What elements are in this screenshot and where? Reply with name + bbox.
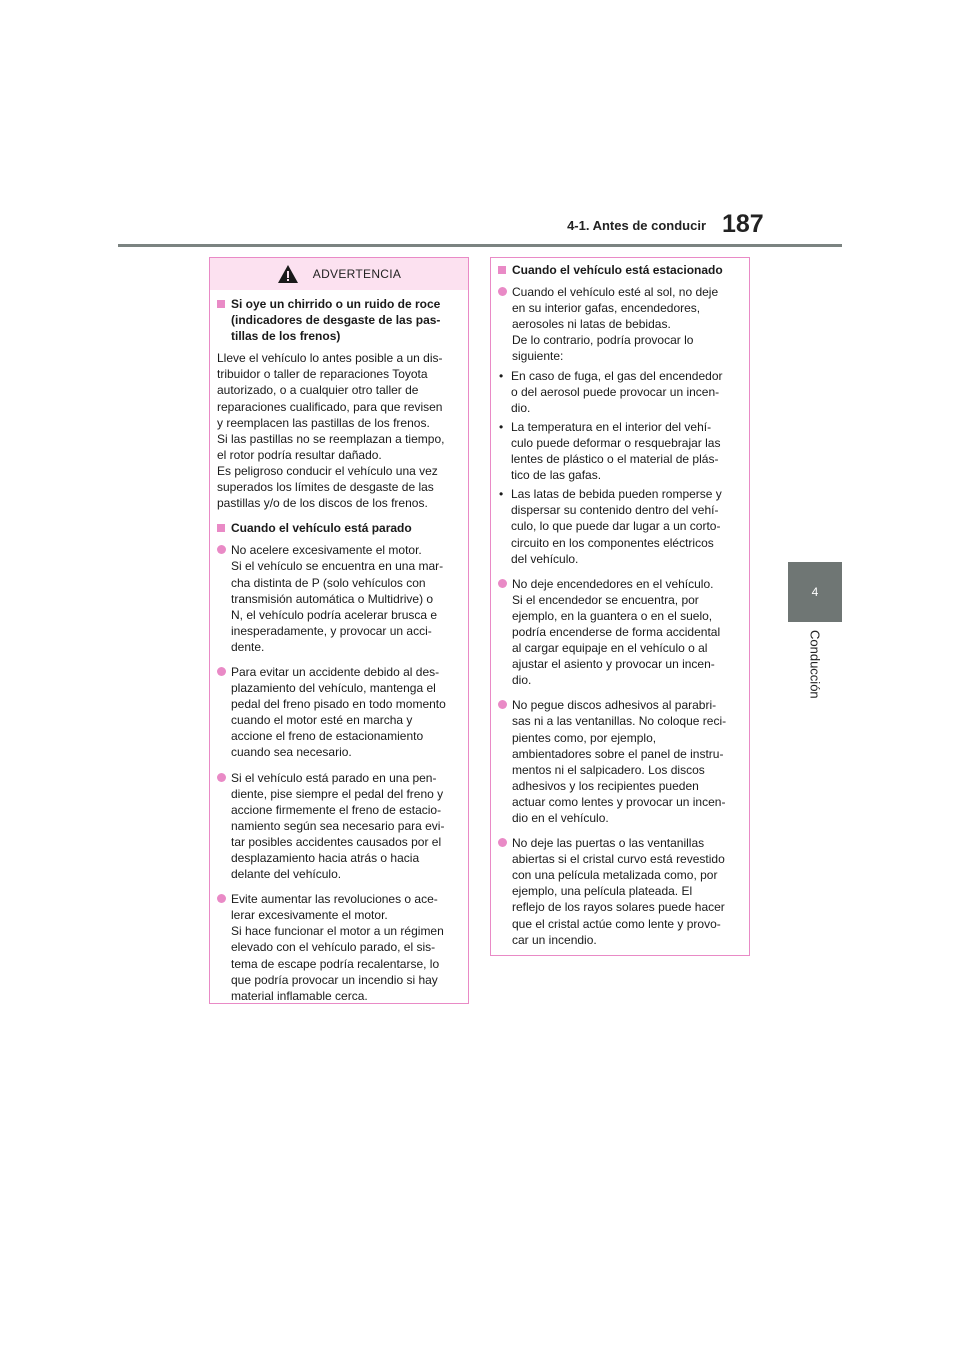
text-line: mentos ni el salpicadero. Los discos [512, 762, 705, 777]
bullet-item [217, 891, 460, 1004]
circle-bullet-icon [217, 894, 226, 903]
text-line: material inflamable cerca. [231, 988, 368, 1003]
text-line: lerar excesivamente el motor. [231, 908, 388, 923]
text-line: namiento según sea necesario para evi- [231, 818, 445, 833]
square-bullet-icon [217, 524, 225, 532]
text-line: que podría provocar un incendio si hay [231, 972, 438, 987]
text-line: transmisión automática o Multidrive) o [231, 591, 434, 606]
text-line: Lleve el vehículo lo antes posible a un dis- [217, 351, 443, 366]
text-line: pientes como, por ejemplo, [512, 730, 657, 745]
text-line: delante del vehículo. [231, 867, 342, 882]
text-line: N, el vehículo podría acelerar brusca e [231, 607, 438, 622]
text-line: Es peligroso conducir el vehículo una vez [217, 463, 438, 478]
text-line: Evite aumentar las revoluciones o ace- [231, 892, 438, 907]
text-line: abiertas si el cristal curvo está revestido [512, 852, 725, 867]
section-title: 4-1. Antes de conducir [567, 218, 706, 233]
text-line: al cargar equipaje en el vehículo o al [512, 641, 708, 656]
text-line: lentes de plástico o el material de plás- [511, 452, 719, 467]
bullet-text [512, 576, 741, 689]
text-line: el rotor podría resultar dañado. [217, 447, 382, 462]
circle-bullet-icon [217, 545, 226, 554]
sub-bullet-marker: • [499, 368, 504, 383]
text-line: dente. [231, 639, 265, 654]
text-line: diente, pise siempre el pedal del freno y [231, 786, 444, 801]
text-line: Las latas de bebida pueden romperse y [511, 487, 722, 502]
warning-box-left [209, 257, 469, 1004]
warning-title: ADVERTENCIA [312, 267, 402, 281]
bullet-text [231, 542, 460, 655]
square-bullet-icon [217, 300, 225, 308]
heading-text [231, 520, 460, 536]
warning-header [210, 258, 468, 290]
heading-text [512, 262, 741, 278]
text-line: cha distinta de P (solo vehículos con [231, 575, 426, 590]
page-number: 187 [722, 210, 764, 238]
text-line: dio en el vehículo. [512, 811, 609, 825]
sub-bullet-text [511, 419, 741, 483]
text-line: aerosoles ni latas de bebidas. [512, 317, 671, 332]
text-line: ajustar el asiento y provocar un incen- [512, 657, 715, 672]
text-line: Si las pastillas no se reemplazan a tiempo, [217, 431, 445, 446]
bullet-text [231, 770, 460, 883]
sub-bullet-marker: • [499, 487, 504, 502]
text-line: dio. [511, 400, 531, 415]
circle-bullet-icon [498, 579, 507, 588]
sub-bullet-text [511, 486, 741, 566]
chapter-tab: 4 [788, 562, 842, 622]
warning-box-right [490, 257, 750, 956]
text-line: Para evitar un accidente debido al des- [231, 664, 440, 679]
text-line: plazamiento del vehículo, mantenga el [231, 681, 436, 696]
text-line: Si el vehículo está parado en una pen- [231, 770, 437, 785]
bullet-text [512, 697, 741, 826]
bullet-item [217, 664, 460, 761]
section-heading [217, 296, 460, 344]
warning-triangle-icon [277, 264, 299, 284]
circle-bullet-icon [498, 287, 507, 296]
text-line: En caso de fuga, el gas del encendedor [511, 368, 723, 383]
bullet-item [217, 770, 460, 883]
text-line: reparaciones cualificado, para que revisen [217, 399, 443, 414]
text-line: circuito en los componentes eléctricos [511, 535, 714, 550]
square-bullet-icon [498, 266, 506, 274]
text-line: pastillas y/o de los discos de los frenos. [217, 496, 428, 511]
text-line: autorizado, o a cualquier otro taller de [217, 383, 419, 398]
circle-bullet-icon [498, 700, 507, 709]
text-line: (indicadores de desgaste de las pas- [231, 313, 441, 328]
section-heading [217, 520, 460, 536]
text-line: Si hace funcionar el motor a un régimen [231, 924, 444, 939]
sub-bullet-item [498, 368, 741, 416]
text-line: tema de escape podría recalentarse, lo [231, 956, 440, 971]
text-line: Cuando el vehículo esté al sol, no deje [512, 285, 719, 300]
text-line: y reemplacen las pastillas de los frenos. [217, 415, 430, 430]
header-rule [118, 244, 842, 247]
text-line: tribuidor o taller de reparaciones Toyota [217, 367, 428, 382]
text-line: car un incendio. [512, 932, 597, 947]
text-line: cuando sea necesario. [231, 745, 352, 760]
text-line: reflejo de los rayos solares puede hacer [512, 900, 725, 915]
text-line: podría encenderse de forma accidental [512, 624, 721, 639]
bullet-item [498, 835, 741, 948]
sub-bullet-item [498, 419, 741, 483]
text-line: Cuando el vehículo está estacionado [512, 263, 723, 277]
bullet-item [217, 542, 460, 655]
text-line: Si oye un chirrido o un ruido de roce [231, 297, 441, 311]
circle-bullet-icon [217, 667, 226, 676]
circle-bullet-icon [498, 838, 507, 847]
text-line: con una película metalizada como, por [512, 868, 718, 883]
text-line: tar posibles accidentes causados por el [231, 834, 442, 849]
text-line: ambientadores sobre el panel de instru- [512, 746, 724, 761]
bullet-text [512, 835, 741, 948]
text-line: desplazamiento hacia atrás o hacia [231, 851, 420, 865]
bullet-text [512, 284, 741, 364]
text-line: elevado con el vehículo parado, el sis- [231, 940, 436, 955]
text-line: tico de las gafas. [511, 468, 602, 483]
text-line: pedal del freno pisado en todo momento [231, 697, 446, 712]
text-line: dispersar su contenido dentro del vehí- [511, 503, 719, 518]
bullet-item [498, 284, 741, 364]
text-line: adhesivos y los recipientes pueden [512, 778, 699, 793]
sub-bullet-item [498, 486, 741, 566]
text-line: cuando el motor esté en marcha y [231, 713, 413, 728]
section-heading [498, 262, 741, 278]
text-line: o del aerosol puede provocar un incen- [511, 384, 720, 399]
text-line: inesperadamente, y provocar un acci- [231, 623, 432, 638]
text-line: actuar como lentes y provocar un incen- [512, 794, 726, 809]
bullet-item [498, 576, 741, 689]
text-line: Si el vehículo se encuentra en una mar- [231, 559, 444, 574]
text-line: superados los límites de desgaste de las [217, 480, 434, 495]
text-line: De lo contrario, podría provocar lo [512, 333, 694, 348]
circle-bullet-icon [217, 773, 226, 782]
text-line: que el cristal actúe como lente y provo- [512, 916, 721, 931]
text-line: siguiente: [512, 349, 564, 364]
text-line: La temperatura en el interior del vehí- [511, 419, 712, 434]
text-line: No deje encendedores en el vehículo. [512, 576, 714, 591]
warning-content-right [491, 258, 749, 965]
bullet-item [498, 697, 741, 826]
text-line: accione firmemente el freno de estacio- [231, 802, 442, 817]
warning-paragraph [217, 350, 460, 511]
text-line: tillas de los frenos) [231, 329, 341, 344]
text-line: en su interior gafas, encendedores, [512, 301, 701, 316]
warning-content-left [210, 290, 468, 1021]
bullet-text [231, 664, 460, 761]
text-line: No pegue discos adhesivos al parabri- [512, 698, 717, 713]
bullet-text [231, 891, 460, 1004]
text-line: ejemplo, en la guantera o en el suelo, [512, 608, 713, 623]
text-line: No acelere excesivamente el motor. [231, 543, 422, 558]
sub-bullet-text [511, 368, 741, 416]
heading-text [231, 296, 460, 344]
text-line: ejemplo, una película plateada. El [512, 884, 693, 899]
text-line: culo, lo que puede dar lugar a un corto- [511, 519, 721, 534]
text-line: del vehículo. [511, 551, 579, 566]
text-line: No deje las puertas o las ventanillas [512, 836, 705, 851]
chapter-label: Conducción [807, 630, 823, 699]
text-line: sas ni a las ventanillas. No coloque reci- [512, 714, 727, 729]
text-line: dio. [512, 673, 532, 688]
text-line: Cuando el vehículo está parado [231, 521, 412, 536]
text-line: Si el encendedor se encuentra, por [512, 592, 699, 607]
text-line: culo puede deformar o resquebrajar las [511, 435, 721, 450]
text-line: accione el freno de estacionamiento [231, 729, 424, 744]
sub-bullet-marker: • [499, 419, 504, 434]
